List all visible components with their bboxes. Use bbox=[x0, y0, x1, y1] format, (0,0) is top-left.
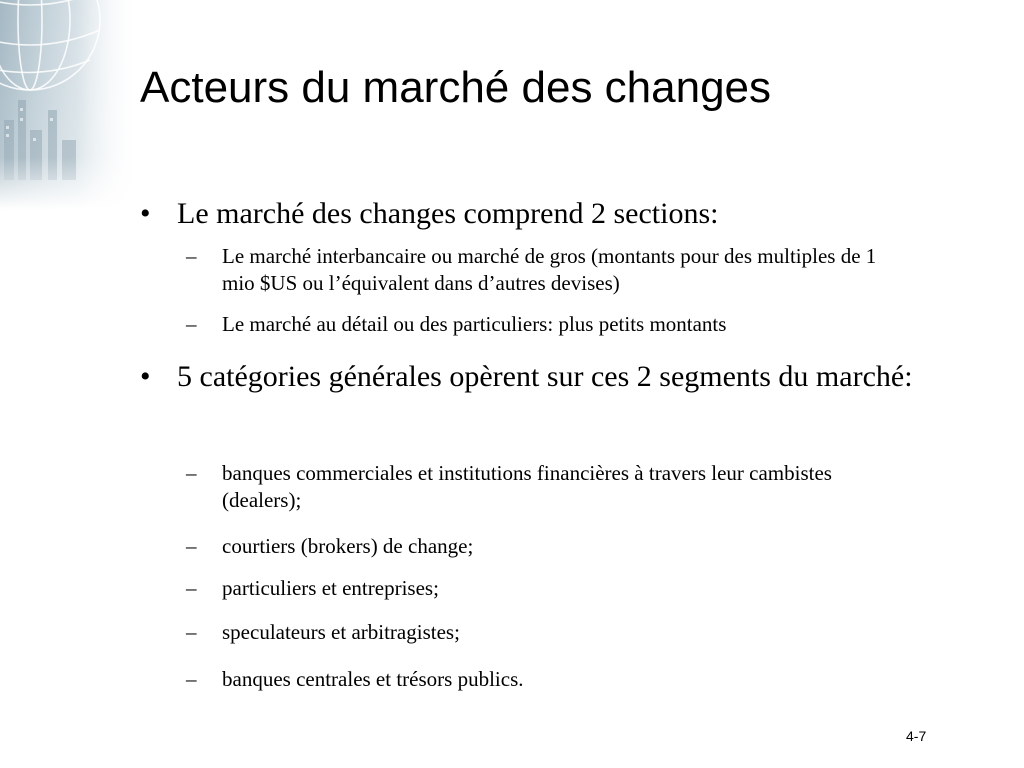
sub-bullet-text: Le marché interbancaire ou marché de gros (montants pour des multiples de 1 mio $US ou l’équivalent dans d’autres devises) bbox=[222, 244, 877, 295]
dash-marker: – bbox=[186, 461, 197, 485]
sub-bullet-item bbox=[186, 460, 886, 514]
page-number: 4-7 bbox=[906, 728, 927, 744]
sub-bullet-item bbox=[186, 243, 886, 297]
sub-bullet-item bbox=[186, 666, 886, 693]
bullet-marker: • bbox=[140, 360, 151, 393]
sub-bullet-item bbox=[186, 533, 886, 560]
globe-grid-decoration bbox=[0, 0, 140, 210]
dash-marker: – bbox=[186, 620, 197, 644]
slide-title: Acteurs du marché des changes bbox=[140, 63, 772, 112]
sub-bullet-item bbox=[186, 619, 886, 646]
bullet-marker: • bbox=[140, 197, 151, 230]
sub-bullet-text: Le marché au détail ou des particuliers: plus petits montants bbox=[222, 312, 727, 336]
dash-marker: – bbox=[186, 534, 197, 558]
sub-bullet-item bbox=[186, 311, 886, 338]
bullet-text: Le marché des changes comprend 2 sections: bbox=[177, 197, 719, 230]
sub-bullet-text: courtiers (brokers) de change; bbox=[222, 534, 474, 558]
dash-marker: – bbox=[186, 244, 197, 268]
bullet-item bbox=[140, 359, 920, 395]
sub-bullet-text: banques commerciales et institutions financières à travers leur cambistes (dealers); bbox=[222, 461, 832, 512]
sub-bullet-text: particuliers et entreprises; bbox=[222, 576, 439, 600]
sub-bullet-text: banques centrales et trésors publics. bbox=[222, 667, 524, 691]
bullet-item bbox=[140, 196, 920, 232]
dash-marker: – bbox=[186, 312, 197, 336]
dash-marker: – bbox=[186, 667, 197, 691]
dash-marker: – bbox=[186, 576, 197, 600]
bullet-text: 5 catégories générales opèrent sur ces 2 segments du marché: bbox=[177, 360, 913, 393]
sub-bullet-text: speculateurs et arbitragistes; bbox=[222, 620, 460, 644]
sub-bullet-item bbox=[186, 575, 886, 602]
